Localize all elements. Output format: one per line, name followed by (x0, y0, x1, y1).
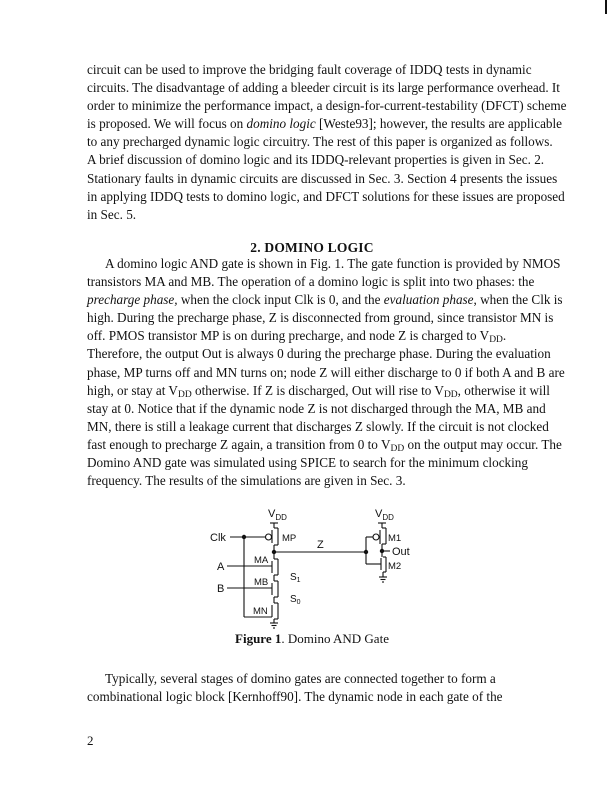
text-run: otherwise. If Z is discharged, Out will rise to V (191, 382, 444, 398)
text-line (87, 309, 554, 327)
emphasis-text: evaluation phase (383, 292, 474, 308)
text-line (87, 115, 563, 133)
z-node-label: Z (317, 539, 324, 551)
mp-label: MP (282, 533, 297, 544)
text-run: high. During the precharge phase, Z is disconnected from ground, since transistor MN is (87, 310, 554, 326)
text-run: A domino logic AND gate is shown in Fig. 1. The gate function is provided by NMOS (105, 256, 561, 271)
figure-caption-text: . Domino AND Gate (281, 631, 389, 646)
emphasis-text: precharge phase, (87, 292, 178, 308)
text-line (87, 400, 546, 418)
text-run: in applying IDDQ tests to domino logic, and DFCT solutions for these issues are proposed (87, 188, 565, 204)
text-line (87, 291, 563, 309)
text-run: order to minimize the performance impact, a design-for-current-testability (DFCT) scheme (87, 98, 567, 114)
text-run: A brief discussion of domino logic and its IDDQ-relevant properties is given in Sec. 2. (87, 152, 545, 168)
text-run: frequency. The results of the simulations are given in Sec. 3. (87, 473, 406, 489)
text-line (87, 61, 537, 79)
figure-caption (87, 631, 537, 647)
text-run: phase, MP turns off and MN turns on; node Z will either discharge to 0 if both A and B are (87, 364, 565, 380)
vdd-label: $V_{DD}$ (268, 508, 287, 522)
text-line (87, 436, 562, 454)
m2-label: M2 (388, 561, 402, 572)
closing-paragraph (87, 670, 537, 706)
mn-label: MN (253, 606, 268, 617)
ma-label: MA (254, 555, 269, 566)
s0-label: $S_0$ (290, 594, 301, 606)
page-number: 2 (87, 733, 94, 748)
text-run: high, or stay at V (87, 382, 178, 398)
text-line (87, 418, 549, 436)
scan-edge-mark (605, 0, 607, 14)
text-run: Therefore, the output Out is always 0 during the precharge phase. During the evaluation (87, 346, 551, 362)
vdd-inverter-label: $V_{DD}$ (375, 508, 394, 522)
text-run: MN, there is still a leakage current that discharges Z slowly. If the circuit is not clocked (87, 418, 549, 434)
text-run: is proposed. We will focus on (87, 116, 247, 132)
text-line (87, 206, 537, 224)
text-run: off. PMOS transistor MP is on during precharge, and node Z is charged to V (87, 328, 490, 344)
circuit-diagram (210, 500, 410, 630)
mb-label: MB (254, 577, 269, 588)
text-run: . (502, 328, 507, 344)
figure-caption-number: Figure 1 (235, 631, 282, 646)
text-run: fast enough to precharge Z again, a transition from 0 to V (87, 436, 391, 452)
text-run: stay at 0. Notice that if the dynamic node Z is not discharged through the MA, MB and (87, 400, 546, 416)
clk-label: Clk (210, 532, 226, 544)
text-line (87, 170, 558, 188)
text-run: on the output may occur. The (404, 436, 562, 452)
out-label: Out (392, 546, 410, 558)
text-run: circuit can be used to improve the bridging fault coverage of IDDQ tests in dynamic (87, 62, 532, 77)
text-run: transistors MA and MB. The operation of a domino logic is split into two phases: the (87, 274, 535, 290)
text-run: [Weste93]; however, the results are applicable (315, 116, 563, 132)
text-run: Domino AND gate was simulated using SPICE to search for the minimum clocking (87, 455, 528, 471)
out-junction (380, 549, 384, 553)
subscript: DD (390, 443, 405, 454)
subscript: DD (443, 389, 458, 400)
inverter-input-junction (364, 550, 368, 554)
text-run: combinational logic block [Kernhoff90]. The dynamic node in each gate of the (87, 689, 503, 705)
text-run: , when the Clk is (473, 292, 563, 308)
emphasis-text: domino logic (246, 116, 316, 132)
m1-label: M1 (388, 533, 402, 544)
domino-logic-paragraph (87, 255, 565, 490)
text-line (87, 670, 537, 688)
text-run: Typically, several stages of domino gates are connected together to form a (105, 671, 496, 686)
text-run: , otherwise it will (457, 382, 550, 398)
text-line (87, 273, 537, 291)
text-line (87, 454, 537, 472)
text-line (87, 97, 567, 115)
text-line (87, 79, 560, 97)
input-a-label: A (217, 561, 225, 573)
text-line (87, 345, 551, 363)
subscript: DD (177, 389, 192, 400)
text-line (87, 688, 537, 706)
text-line (87, 151, 545, 169)
text-run: to any precharged dynamic logic circuitry. The rest of this paper is organized as follows. (87, 134, 553, 150)
text-line (87, 188, 565, 206)
text-run: when the clock input Clk is 0, and the (177, 292, 384, 308)
input-b-label: B (217, 583, 225, 595)
text-run: circuits. The disadvantage of adding a bleeder circuit is its large performance overhead. It (87, 80, 560, 96)
section-heading: 2. DOMINO LOGIC (250, 240, 374, 255)
text-run: in Sec. 5. (87, 206, 137, 222)
text-line (87, 327, 537, 345)
text-line (87, 255, 561, 273)
domino-and-gate-figure (210, 500, 410, 630)
text-line (87, 472, 537, 490)
intro-paragraph (87, 61, 567, 224)
clk-junction (242, 535, 246, 539)
text-line (87, 382, 550, 400)
text-line (87, 364, 565, 382)
z-node-junction (272, 550, 276, 554)
s1-label: $S_1$ (290, 572, 301, 584)
subscript: DD (489, 335, 503, 346)
text-line (87, 133, 553, 151)
text-run: Stationary faults in dynamic circuits are discussed in Sec. 3. Section 4 presents the issues (87, 170, 558, 186)
